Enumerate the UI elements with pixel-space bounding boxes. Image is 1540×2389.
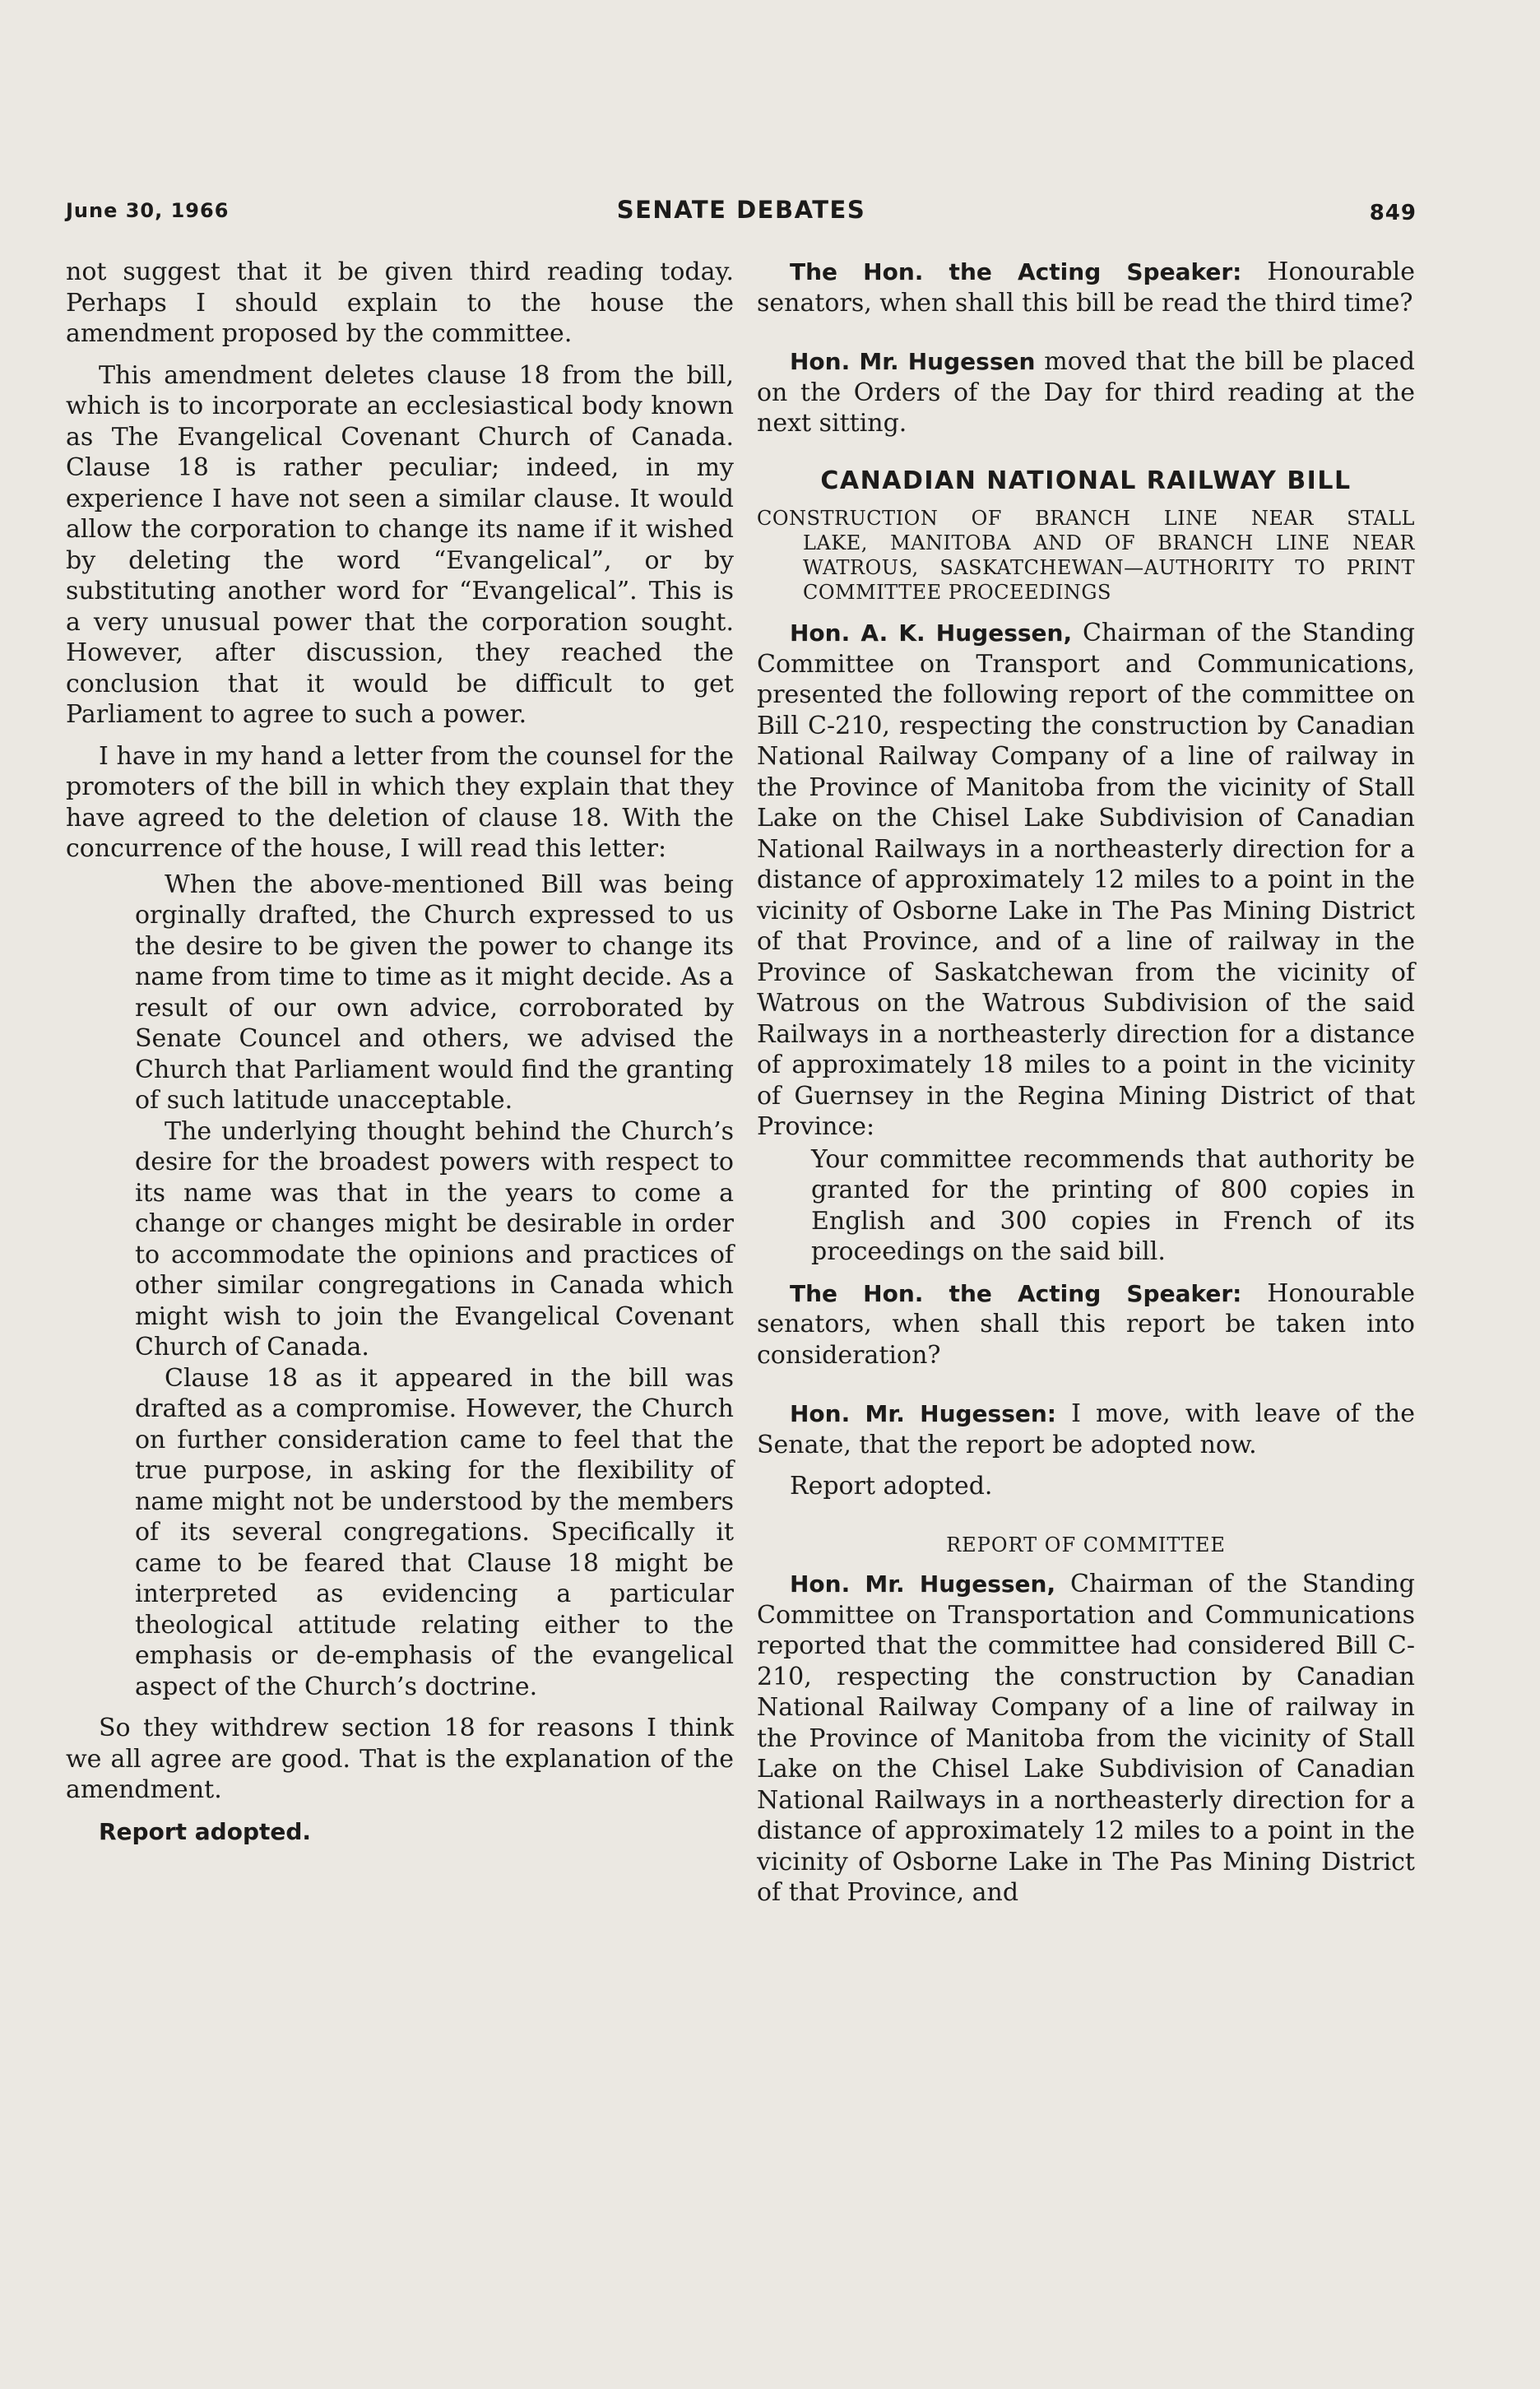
report-adopted: Report adopted.	[790, 1472, 993, 1501]
report-heading: REPORT OF COMMITTEE	[946, 1533, 1226, 1556]
speech-text: Honourable senators, when shall this report be taken into consideration?	[757, 1278, 1416, 1370]
speech-paragraph	[757, 346, 1415, 439]
report-adopted: Report adopted.	[99, 1817, 312, 1845]
quote-paragraph: When the above-mentioned Bill was being orginally drafted, the Church expressed to us the desire to be given the power to change its name from time to time as it might decide. As a result of our own advice, corroborated by Senate Councel and others, we advised the Church that Parliament would find the granting of such latitude unacceptable.	[135, 870, 734, 1115]
speaker-name: Hon. Mr. Hugessen,	[790, 1570, 1056, 1598]
speech-text: Chairman of the Standing Committee on Transport and Communications, presented the following report of the committee on Bill C-210, respecting the construction by Canadian National Railway Company of a line of railway in the Province of Manitoba from the vicinity of Stall Lake on the Chisel Lake Subdivision of Canadian National Railways in a northeasterly direction for a distance of approximately 12 miles to a point in the vicinity of Osborne Lake in The Pas Mining District of that Province, and of a line of railway in the Province of Saskatchewan from the vicinity of Watrous on the Watrous Subdivision of the said Railways in a northeasterly direction for a distance of approximately 18 miles to a point in the vicinity of Guernsey in the Regina Mining District of that Province:	[757, 619, 1415, 1141]
header-title: SENATE DEBATES	[616, 196, 866, 224]
page-header	[66, 194, 1417, 227]
page-number: 849	[1369, 201, 1417, 225]
paragraph: So they withdrew section 18 for reasons I think we all agree are good. That is the explanation of the amendment.	[66, 1714, 734, 1804]
speaker-name: Hon. A. K. Hugessen,	[790, 619, 1073, 647]
quote-paragraph: Your committee recommends that authority be granted for the printing of 800 copies in English and 300 copies in French of its proceedings on the said bill.	[811, 1144, 1415, 1266]
speech-text: I move, with leave of the Senate, that the report be adopted now.	[757, 1399, 1416, 1459]
subheading-continuation: LAKE, MANITOBA AND OF BRANCH LINE NEAR WATROUS, SASKATCHEWAN—AUTHORITY TO PRINT COMMITTEE PROCEEDINGS	[803, 531, 1415, 604]
letter-quote	[66, 870, 734, 1703]
left-column	[66, 257, 734, 1847]
committee-quote	[811, 1144, 1415, 1268]
section-subheading	[757, 506, 1415, 605]
header-date: June 30, 1966	[66, 199, 230, 222]
quote-paragraph: Clause 18 as it appeared in the bill was drafted as a compromise. However, the Church on further consideration came to feel that the true purpose, in asking for the flexibility of name might not be understood by the members of its several congregations. Specifically it came to be feared that Clause 18 might be interpreted as evidencing a particular theological attitude relating either to the emphasis or de-emphasis of the evangelical aspect of the Church’s doctrine.	[135, 1363, 734, 1701]
paragraph: This amendment deletes clause 18 from the bill, which is to incorporate an ecclesiastical body known as The Evangelical Covenant Church of Canada. Clause 18 is rather peculiar; indeed, in my experience I have not seen a similar clause. It would allow the corporation to change its name if it wished by deleting the word “Evangelical”, or by substituting another word for “Evangelical”. This is a very unusual power that the corporation sought. However, after discussion, they reached the conclusion that it would be difficult to get Parliament to agree to such a power.	[66, 360, 734, 729]
speech-paragraph	[757, 257, 1415, 318]
speaker-name: The Hon. the Acting Speaker:	[790, 258, 1242, 285]
paragraph: I have in my hand a letter from the counsel for the promoters of the bill in which they explain that they have agreed to the deletion of clause 18. With the concurrence of the house, I will read this letter:	[66, 741, 734, 863]
speech-paragraph	[757, 1399, 1415, 1460]
speech-text: Chairman of the Standing Committee on Transportation and Communications reported that the committee had considered Bill C-210, respecting the construction by Canadian National Railway Company of a line of railway in the Province of Manitoba from the vicinity of Stall Lake on the Chisel Lake Subdivision of Canadian National Railways in a northeasterly direction for a distance of approximately 12 miles to a point in the vicinity of Osborne Lake in The Pas Mining District of that Province, and	[757, 1570, 1415, 1907]
subheading-first-line: CONSTRUCTION OF BRANCH LINE NEAR STALL	[757, 507, 1415, 530]
speaker-name: Hon. Mr. Hugessen	[790, 348, 1036, 375]
speaker-name: Hon. Mr. Hugessen:	[790, 1400, 1057, 1427]
speech-text: moved that the bill be placed on the Orders of the Day for third reading at the next sitting.	[757, 347, 1415, 438]
section-title: CANADIAN NATIONAL RAILWAY BILL	[820, 466, 1352, 495]
right-column	[757, 257, 1415, 1909]
quote-paragraph: The underlying thought behind the Church’s desire for the broadest powers with respect to its name was that in the years to come a change or changes might be desirable in order to accommodate the opinions and practices of other similar congregations in Canada which might wish to join the Evangelical Covenant Church of Canada.	[135, 1116, 734, 1361]
paragraph: not suggest that it be given third reading today. Perhaps I should explain to the house the amendment proposed by the committee.	[66, 257, 734, 348]
speech-text: Honourable senators, when shall this bill be read the third time?	[757, 257, 1416, 318]
speech-paragraph	[757, 618, 1415, 1143]
speech-paragraph	[757, 1569, 1415, 1909]
speech-paragraph	[757, 1278, 1415, 1371]
speaker-name: The Hon. the Acting Speaker:	[790, 1279, 1242, 1307]
